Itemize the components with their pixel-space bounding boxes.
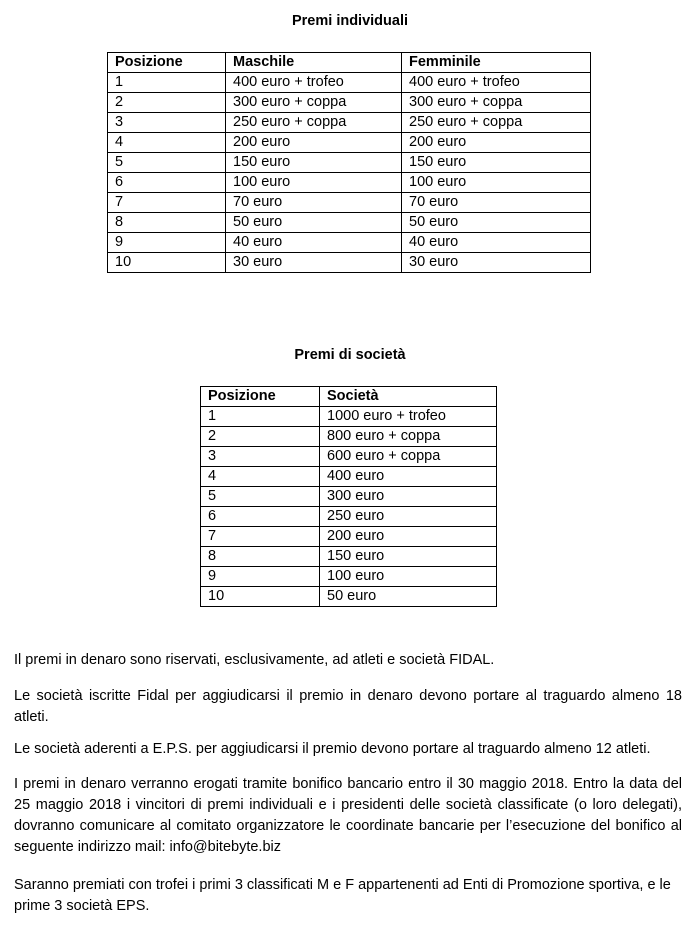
table-cell: 10 [201,587,320,607]
table-cell: 100 euro [226,173,402,193]
table-cell: 70 euro [226,193,402,213]
table-cell: 150 euro [226,153,402,173]
column-header-position: Posizione [201,387,320,407]
column-header-position: Posizione [108,53,226,73]
table-row [201,407,497,427]
table-cell: 8 [108,213,226,233]
table-cell: 100 euro [402,173,591,193]
paragraph-trophies: Saranno premiati con trofei i primi 3 classificati M e F appartenenti ad Enti di Promozione sportiva, e le prime 3 società EPS. [14,877,671,914]
column-header-male: Maschile [226,53,402,73]
table-row [108,73,591,93]
table-row [201,547,497,567]
table-cell: 1 [201,407,320,427]
table-row [201,487,497,507]
society-prizes-title: Premi di società [294,347,406,363]
table-cell: 100 euro [320,567,497,587]
table-row [108,173,591,193]
table-cell: 9 [108,233,226,253]
table-cell: 6 [108,173,226,193]
table-row [201,587,497,607]
table-cell: 8 [201,547,320,567]
table-cell: 30 euro [402,253,591,273]
table-row [201,567,497,587]
table-cell: 150 euro [402,153,591,173]
table-cell: 3 [201,447,320,467]
table-cell: 250 euro [320,507,497,527]
table-cell: 40 euro [226,233,402,253]
paragraph-fidal-only: Il premi in denaro sono riservati, esclusivamente, ad atleti e società FIDAL. [14,652,495,668]
table-cell: 300 euro [320,487,497,507]
table-cell: 600 euro + coppa [320,447,497,467]
table-cell: 70 euro [402,193,591,213]
table-header-row [201,387,497,407]
table-cell: 300 euro + coppa [402,93,591,113]
table-cell: 4 [201,467,320,487]
table-cell: 200 euro [226,133,402,153]
table-cell: 9 [201,567,320,587]
table-cell: 50 euro [226,213,402,233]
table-cell: 50 euro [320,587,497,607]
table-cell: 30 euro [226,253,402,273]
table-cell: 1 [108,73,226,93]
table-cell: 400 euro + trofeo [402,73,591,93]
table-row [201,527,497,547]
individual-prizes-title: Premi individuali [291,13,409,29]
column-header-female: Femminile [402,53,591,73]
table-row [108,233,591,253]
column-header-society: Società [320,387,497,407]
table-row [108,193,591,213]
table-cell: 300 euro + coppa [226,93,402,113]
table-cell: 800 euro + coppa [320,427,497,447]
society-prizes-table [200,386,497,607]
individual-prizes-table [107,52,591,273]
table-cell: 2 [108,93,226,113]
table-row [201,447,497,467]
table-row [108,133,591,153]
table-row [201,507,497,527]
paragraph-payment-info: I premi in denaro verranno erogati tramite bonifico bancario entro il 30 maggio 2018. Entro la data del 25 maggio 2018 i vincitori di premi individuali e i presidenti delle società classificate (o loro delegati), dovranno comunicare al comitato organizzatore le coordinate bancarie per l’esecuzione del bonifico al seguente indirizzo mail: info@bitebyte.biz [14,776,682,855]
table-cell: 10 [108,253,226,273]
table-cell: 50 euro [402,213,591,233]
table-cell: 1000 euro + trofeo [320,407,497,427]
table-cell: 150 euro [320,547,497,567]
table-row [108,253,591,273]
table-cell: 200 euro [320,527,497,547]
table-cell: 40 euro [402,233,591,253]
table-cell: 4 [108,133,226,153]
table-row [201,467,497,487]
table-cell: 400 euro + trofeo [226,73,402,93]
table-row [108,213,591,233]
table-cell: 7 [108,193,226,213]
table-cell: 400 euro [320,467,497,487]
paragraph-fidal-requirement: Le società iscritte Fidal per aggiudicarsi il premio in denaro devono portare al traguardo almeno 18 atleti. [14,688,682,725]
table-cell: 7 [201,527,320,547]
table-cell: 5 [201,487,320,507]
table-cell: 6 [201,507,320,527]
table-header-row [108,53,591,73]
table-row [108,93,591,113]
table-cell: 250 euro + coppa [402,113,591,133]
table-cell: 2 [201,427,320,447]
table-row [201,427,497,447]
table-cell: 200 euro [402,133,591,153]
paragraph-eps-requirement: Le società aderenti a E.P.S. per aggiudicarsi il premio devono portare al traguardo almeno 12 atleti. [14,741,651,757]
table-row [108,153,591,173]
table-row [108,113,591,133]
table-cell: 3 [108,113,226,133]
table-cell: 250 euro + coppa [226,113,402,133]
table-cell: 5 [108,153,226,173]
